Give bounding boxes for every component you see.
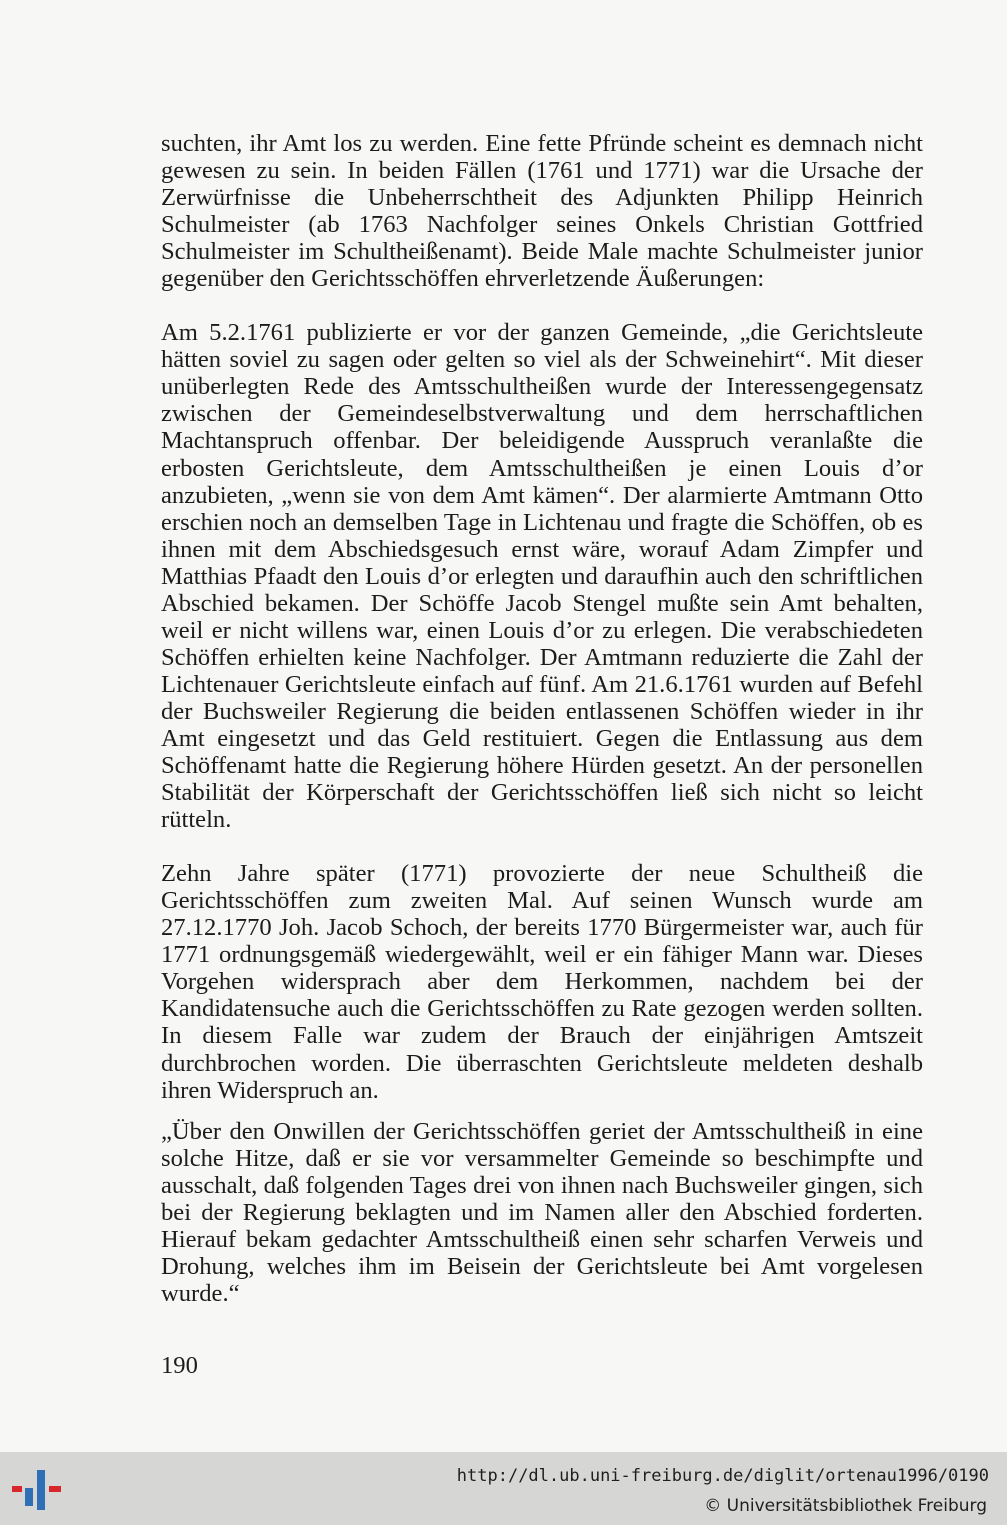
page-number: 190 bbox=[161, 1352, 198, 1379]
body-text bbox=[161, 130, 923, 1307]
viewer-footer bbox=[0, 1452, 1007, 1525]
copyright-text: © Universitätsbibliothek Freiburg bbox=[704, 1496, 987, 1516]
paragraph-4-quote: „Über den Onwillen der Gerichtsschöffen geriet der Amtsschultheiß in eine solche Hitze, daß er sie vor versammelter Gemeinde so beschimpfte und ausschalt, daß folgenden Tages drei von ihnen nach Buchsweiler gingen, sich bei der Regierung beklagten und im Namen aller den Abschied forderten. Hierauf bekam gedachter Amtsschultheiß einen sehr scharfen Verweis und Drohung, welches ihm im Beisein der Gerichtsleute bei Amt vorgelesen wurde.“ bbox=[161, 1117, 923, 1307]
paragraph-1: suchten, ihr Amt los zu werden. Eine fette Pfründe scheint es demnach nicht gewesen zu sein. In beiden Fällen (1761 und 1771) war die Ursache der Zerwürfnisse die Unbeherrschtheit des Adjunkten Philipp Heinrich Schulmeister (ab 1763 Nachfolger seines Onkels Christian Gottfried Schulmeister im Schultheißenamt). Beide Male machte Schulmeister junior gegenüber den Gerichtsschöffen ehrverletzende Äußerungen: bbox=[161, 130, 923, 293]
paragraph-2: Am 5.2.1761 publizierte er vor der ganzen Gemeinde, „die Gerichtsleute hätten soviel zu sagen oder gelten so viel als der Schweinehirt“. Mit dieser unüberlegten Rede des Amtsschultheißen wurde der Interessengegensatz zwischen der Gemeindeselbstverwaltung und dem herrschaftlichen Machtanspruch offenbar. Der beleidigende Ausspruch veranlaßte die erbosten Gerichtsleute, dem Amtsschultheißen je einen Louis d’or anzubieten, „wenn sie von dem Amt kämen“. Der alarmierte Amtmann Otto erschien noch an demselben Tage in Lichtenau und fragte die Schöffen, ob es ihnen mit dem Abschiedsgesuch ernst wäre, worauf Adam Zimpfer und Matthias Pfaadt den Louis d’or erlegten und daraufhin auch den schriftlichen Abschied bekamen. Der Schöffe Jacob Stengel mußte sein Amt behalten, weil er nicht willens war, einen Louis d’or zu erlegen. Die verabschiedeten Schöffen erhielten keine Nachfolger. Der Amtmann reduzierte die Zahl der Lichtenauer Gerichtsleute einfach auf fünf. Am 21.6.1761 wurden auf Befehl der Buchsweiler Regierung die beiden entlassenen Schöffen wieder in ihr Amt eingesetzt und das Geld restituiert. Gegen die Entlassung aus dem Schöffenamt hatte die Regierung höhere Hürden gesetzt. An der personellen Stabilität der Körperschaft der Gerichtsschöffen ließ sich nicht so leicht rütteln. bbox=[161, 319, 923, 834]
ub-freiburg-logo-icon bbox=[12, 1466, 64, 1514]
document-url-link[interactable]: http://dl.ub.uni-freiburg.de/diglit/ortenau1996/0190 bbox=[456, 1466, 989, 1486]
paragraph-3: Zehn Jahre später (1771) provozierte der neue Schultheiß die Gerichtsschöffen zum zweiten Mal. Auf seinen Wunsch wurde am 27.12.1770 Joh. Jacob Schoch, der bereits 1770 Bürgermeister war, auch für 1771 ordnungsgemäß wiedergewählt, weil er ein fähiger Mann war. Dieses Vorgehen widersprach aber dem Herkommen, nachdem bei der Kandidatensuche auch die Gerichtsschöffen zu Rate gezogen werden sollten. In diesem Falle war zudem der Brauch der einjährigen Amtszeit durchbrochen worden. Die überraschten Gerichtsleute meldeten deshalb ihren Widerspruch an. bbox=[161, 860, 923, 1104]
